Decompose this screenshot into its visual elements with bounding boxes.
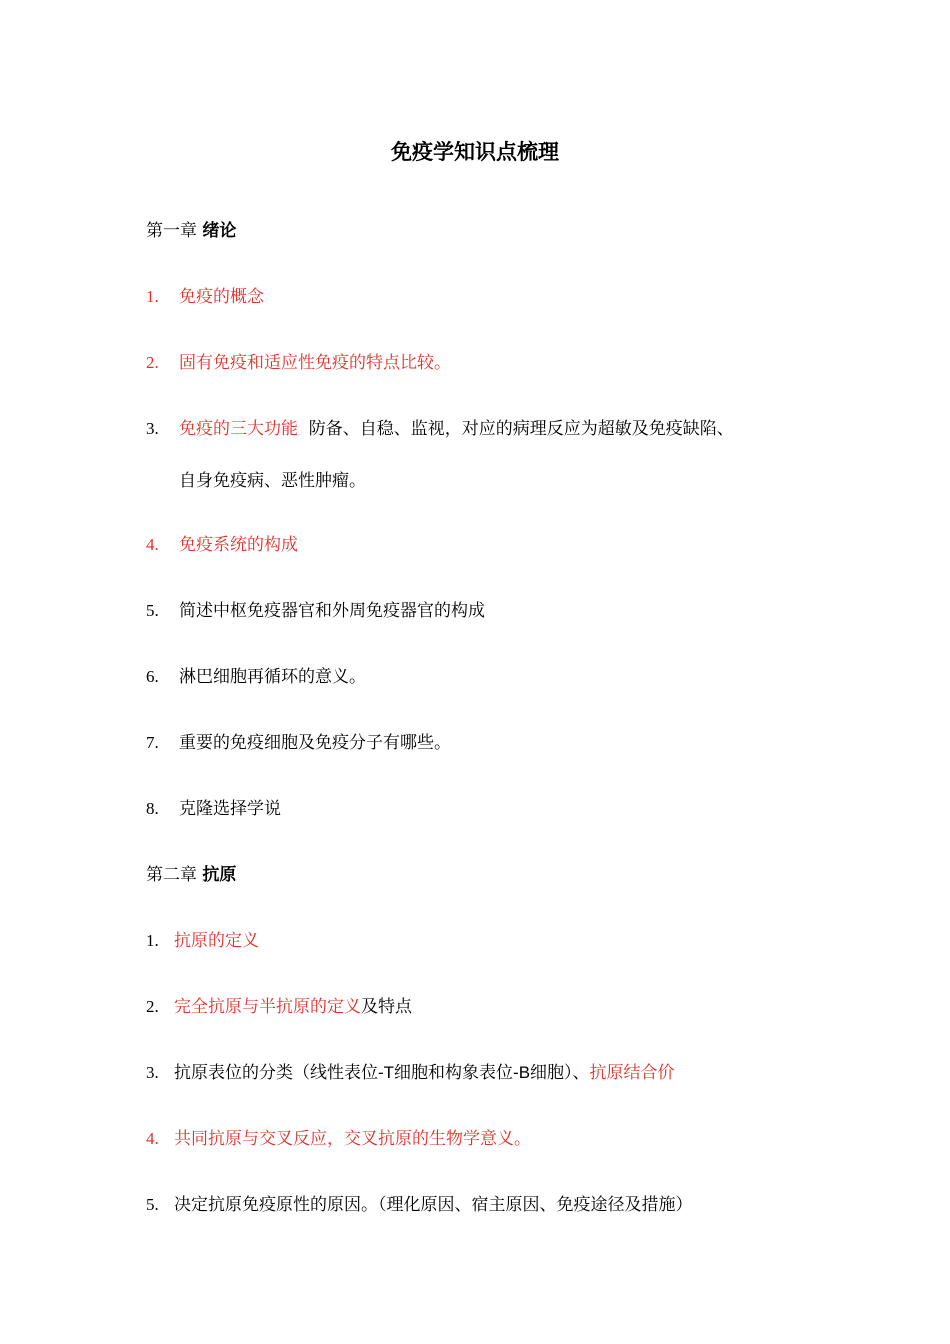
ch2-item-3-text-b: -T bbox=[378, 1063, 395, 1082]
ch2-item-2 bbox=[146, 994, 412, 1020]
ch1-item-8-number: 8. bbox=[146, 799, 159, 818]
ch2-item-2-highlight: 完全抗原与半抗原的定义 bbox=[174, 997, 361, 1017]
ch2-item-1 bbox=[146, 928, 259, 954]
ch2-item-1-text: 抗原的定义 bbox=[174, 931, 259, 951]
ch1-item-2 bbox=[146, 350, 451, 376]
ch2-item-5-number: 5. bbox=[146, 1195, 159, 1214]
ch2-item-5-text: 决定抗原免疫原性的原因。（理化原因、宿主原因、免疫途径及措施） bbox=[174, 1195, 693, 1215]
ch1-item-4-text: 免疫系统的构成 bbox=[179, 535, 298, 555]
ch1-item-8 bbox=[146, 796, 281, 822]
ch2-item-1-number: 1. bbox=[146, 931, 159, 950]
ch1-item-3 bbox=[146, 416, 734, 442]
ch1-item-4 bbox=[146, 532, 298, 558]
ch2-item-2-text: 及特点 bbox=[361, 997, 412, 1017]
ch1-item-8-text: 克隆选择学说 bbox=[179, 799, 281, 819]
ch2-item-3-highlight: 抗原结合价 bbox=[589, 1063, 675, 1083]
chapter-2-heading bbox=[146, 862, 236, 888]
ch1-item-5-text: 简述中枢免疫器官和外周免疫器官的构成 bbox=[179, 601, 485, 621]
chapter-1-heading bbox=[146, 218, 236, 244]
ch2-item-3-text-d: -B bbox=[513, 1063, 531, 1082]
ch1-item-6 bbox=[146, 664, 366, 690]
ch1-item-7 bbox=[146, 730, 451, 756]
ch1-item-1-text: 免疫的概念 bbox=[179, 287, 264, 307]
document-title: 免疫学知识点梳理 bbox=[391, 140, 559, 164]
ch1-item-3-highlight: 免疫的三大功能 bbox=[179, 419, 298, 439]
ch1-item-6-number: 6. bbox=[146, 667, 159, 686]
ch1-item-3-number: 3. bbox=[146, 419, 159, 438]
chapter-1-name: 绪论 bbox=[202, 221, 237, 241]
chapter-1-prefix: 第一章 bbox=[146, 221, 197, 241]
ch2-item-3-text-c: 细胞和构象表位 bbox=[394, 1063, 514, 1083]
ch1-item-7-number: 7. bbox=[146, 733, 159, 752]
ch1-item-5-number: 5. bbox=[146, 601, 159, 620]
ch1-item-1 bbox=[146, 284, 264, 310]
chapter-2-prefix: 第二章 bbox=[146, 865, 197, 885]
ch1-item-7-text: 重要的免疫细胞及免疫分子有哪些。 bbox=[179, 733, 451, 753]
ch2-item-3-text-e: 细胞）、 bbox=[530, 1063, 590, 1083]
ch2-item-4 bbox=[146, 1126, 531, 1152]
ch1-item-2-text: 固有免疫和适应性免疫的特点比较。 bbox=[179, 353, 451, 373]
ch1-item-6-text: 淋巴细胞再循环的意义。 bbox=[179, 667, 366, 687]
ch1-item-5 bbox=[146, 598, 485, 624]
ch1-item-3-continuation: 自身免疫病、恶性肿瘤。 bbox=[179, 471, 366, 491]
ch1-item-3-text: 防备、自稳、监视，对应的病理反应为超敏及免疫缺陷、 bbox=[298, 419, 734, 439]
ch2-item-5 bbox=[146, 1192, 693, 1218]
ch2-item-3-number: 3. bbox=[146, 1063, 159, 1082]
ch2-item-4-number: 4. bbox=[146, 1129, 159, 1148]
ch1-item-1-number: 1. bbox=[146, 287, 159, 306]
chapter-2-name: 抗原 bbox=[202, 865, 237, 885]
ch1-item-2-number: 2. bbox=[146, 353, 159, 372]
ch2-item-2-number: 2. bbox=[146, 997, 159, 1016]
ch2-item-3-text-a: 抗原表位的分类（线性表位 bbox=[174, 1063, 378, 1083]
ch2-item-4-text: 共同抗原与交叉反应，交叉抗原的生物学意义。 bbox=[174, 1129, 531, 1149]
ch1-item-4-number: 4. bbox=[146, 535, 159, 554]
ch2-item-3 bbox=[146, 1060, 675, 1086]
